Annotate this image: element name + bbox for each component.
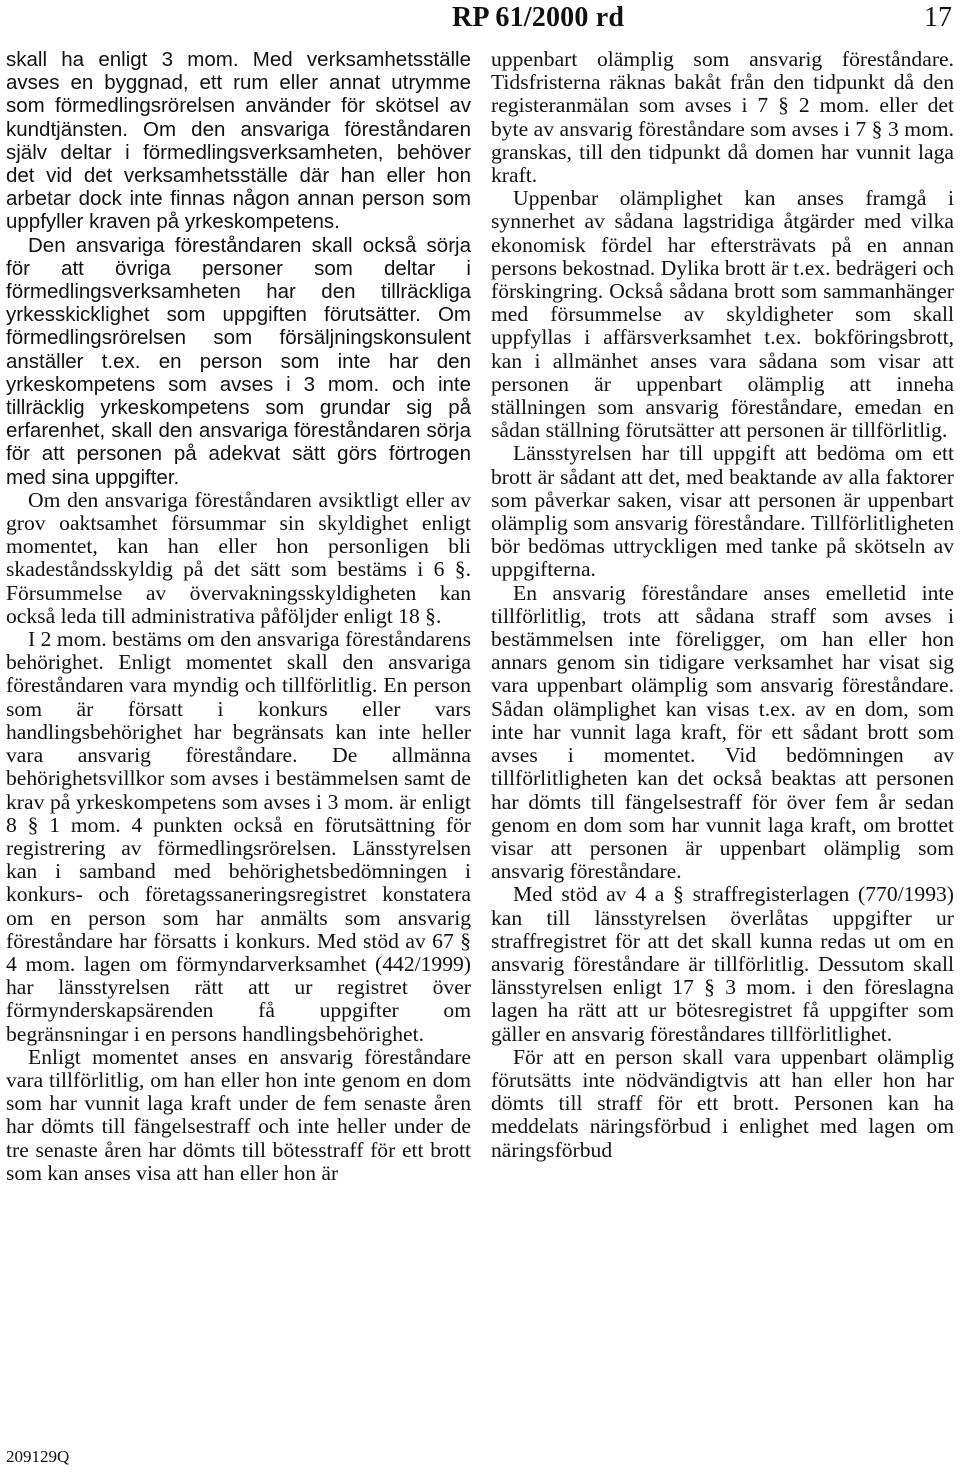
running-head: RP 61/2000 rd	[452, 2, 625, 33]
paragraph: Enligt momentet anses en ansvarig föreståndare vara tillförlitlig, om han eller hon inte genom en dom som har vunnit laga kraft under de fem senaste åren har dömts till fängelsestraff och inte heller under de tre senaste åren har dömts till bötesstraff för ett brott som kan anses visa att han eller hon är	[6, 1044, 471, 1185]
paragraph: Uppenbar olämplighet kan anses framgå i synnerhet av sådana lagstridiga åtgärder med vilka ekonomisk fördel har eftersträvats på en annan persons bekostnad. Dylika brott är t.ex. bedrägeri och förskingring. Också sådana brott som sammanhänger med försummelse av skyldigheter som skall uppfyllas i affärsverksamhet t.ex. bokföringsbrott, kan i allmänhet anses vara sådana som visar att personen är uppenbart olämplig att inneha ställningen som ansvarig föreståndare, emedan en sådan ställning förutsätter att personen är tillförlitlig.	[491, 186, 954, 443]
page-header	[0, 0, 960, 50]
paragraph: Med stöd av 4 a § straffregisterlagen (770/1993) kan till länsstyrelsen överlåtas uppgifter ur straffregistret för att det skall kunna redas ut om en ansvarig föreståndare är tillförlitlig. Dessutom skall länsstyrelsen enligt 17 § 3 mom. i den föreslagna lagen ha rätt att ur bötesregistret få uppgifter som gäller en ansvarig föreståndares tillförlitlighet.	[491, 882, 954, 1046]
print-code: 209129Q	[6, 1447, 70, 1466]
paragraph: Länsstyrelsen har till uppgift att bedöma om ett brott är sådant att det, med beaktande av alla faktorer som påverkar saken, visar att personen är uppenbart olämplig som ansvarig föreståndare. Tillförlitligheten bör bedömas uttryckligen med tanke på skötseln av uppgifterna.	[491, 441, 954, 582]
paragraph: skall ha enligt 3 mom. Med verksamhetsställe avses en byggnad, ett rum eller annat utrymme som förmedlingsrörelsen använder för skötsel av kundtjänsten. Om den ansvariga föreståndaren själv deltar i förmedlingsverksamheten, behöver det vid det verksamhetsställe där han eller hon arbetar dock inte finnas någon annan person som uppfyller kraven på yrkeskompetens.	[6, 48, 471, 234]
page-number: 17	[924, 2, 952, 33]
paragraph: En ansvarig föreståndare anses emelletid inte tillförlitlig, trots att sådana straff som avses i bestämmelsen inte föreligger, om han eller hon annars genom sin tidigare verksamhet har visat sig vara uppenbart olämplig som ansvarig föreståndare. Sådan olämplighet kan visas t.ex. av en dom, som inte har vunnit laga kraft, för ett sådant brott som avses i momentet. Vid bedömningen av tillförlitligheten kan det också beaktas att personen har dömts till fängelsestraff för över fem år sedan genom en dom som har vunnit laga kraft, om brottet visar att personen är uppenbart olämplig som ansvarig föreståndare.	[491, 580, 954, 884]
paragraph: Den ansvariga föreståndaren skall också sörja för att övriga personer som deltar i förmedlingsverksamheten har den tillräckliga yrkesskicklighet som uppgiften förutsätter. Om förmedlingsrörelsen som försäljningskonsulent anställer t.ex. en person som inte har den yrkeskompetens som avses i 3 mom. och inte tillräcklig yrkeskompetens som grundar sig på erfarenhet, skall den ansvariga föreståndaren sörja för att personen på adekvat sätt görs förtrogen med sina uppgifter.	[6, 233, 471, 489]
paragraph: uppenbart olämplig som ansvarig föreståndare. Tidsfristerna räknas bakåt från den tidpunkt då den registeranmälan som avses i 7 § 2 mom. eller det byte av ansvarig föreståndare som avses i 7 § 3 mom. granskas, till den tidpunkt då domen har vunnit laga kraft.	[491, 47, 954, 188]
paragraph: För att en person skall vara uppenbart olämplig förutsätts inte nödvändigtvis att han eller hon har dömts till straff för ett brott. Personen kan ha meddelats näringsförbud i enlighet med lagen om näringsförbud	[491, 1044, 954, 1162]
left-column	[6, 48, 471, 1185]
paragraph: I 2 mom. bestäms om den ansvariga föreståndarens behörighet. Enligt momentet skall den ansvariga föreståndaren vara myndig och tillförlitlig. En person som är försatt i konkurs eller vars handlingsbehörighet har begränsats kan inte heller vara ansvarig föreståndare. De allmänna behörighetsvillkor som avses i bestämmelsen samt de krav på yrkeskompetens som avses i 3 mom. är enligt 8 § 1 mom. 4 punkten också en förutsättning för registrering av förmedlingsrörelsen. Länsstyrelsen kan i samband med behörighetsbedömningen i konkurs- och företagssaneringsregistret konstatera om en person som har anmälts som ansvarig föreståndare har försatts i konkurs. Med stöd av 67 § 4 mom. lagen om förmyndarverksamhet (442/1999) har länsstyrelsen rätt att ur registret över förmynderskapsärenden få uppgifter om begränsningar i en persons handlingsbehörighet.	[6, 627, 471, 1046]
right-column	[491, 48, 954, 1162]
paragraph: Om den ansvariga föreståndaren avsiktligt eller av grov oaktsamhet försummar sin skyldighet enligt momentet, kan han eller hon personligen bli skadeståndsskyldig på det sätt som bestäms i 6 §. Försummelse av övervakningsskyldigheten kan också leda till administrativa påföljder enligt 18 §.	[6, 487, 471, 628]
